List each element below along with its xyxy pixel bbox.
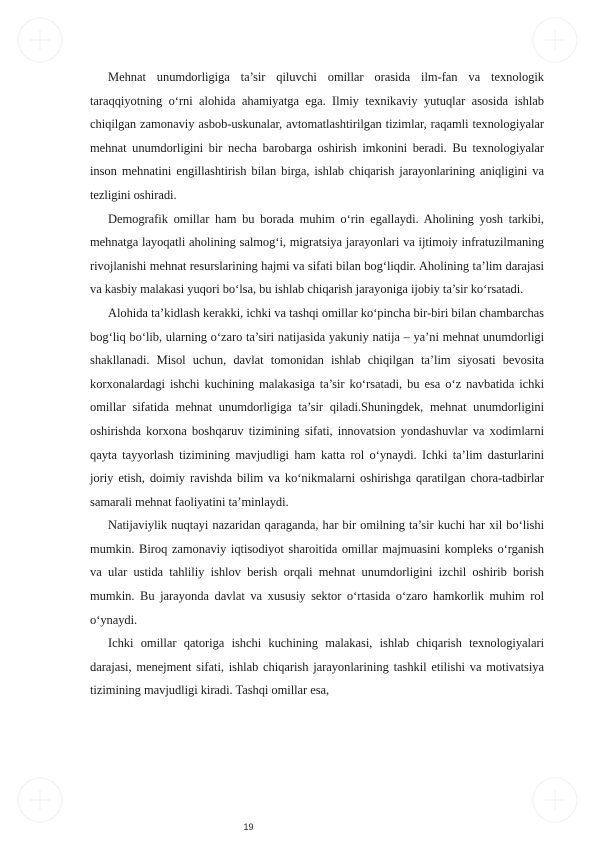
paragraph-demographic-factors: Demografik omillar ham bu borada muhim o‘rin egallaydi. Aholining yosh tarkibi, mehnatga layoqatli aholining salmog‘i, migratsiya jarayonlari va ijtimoiy infratuzilmaning rivojlanishi mehnat resurslarining hajmi va sifati bilan bog‘liqdir. Aholining ta’lim darajasi va kasbiy malakasi yuqori bo‘lsa, bu ishlab chiqarish jarayoniga ijobiy ta’sir ko‘rsatadi. bbox=[90, 211, 544, 297]
paragraph-tech-progress: Mehnat unumdorligiga ta’sir qiluvchi omillar orasida ilm-fan va texnologik taraqqiyotning o‘rni alohida ahamiyatga ega. Ilmiy texnikaviy yutuqlar asosida ishlab chiqilgan zamonaviy asbob-uskunalar, avtomatlashtirilgan tizimlar, raqamli texnologiyalar mehnat unumdorligini bir necha barobarga oshirish imkonini beradi. Bu texnologiyalar inson mehnatini engillashtirish bilan birga, ishlab chiqarish jarayonlarining aniqligini va tezligini oshiradi. bbox=[90, 70, 544, 202]
paragraph-internal-external-factors: Alohida ta’kidlash kerakki, ichki va tashqi omillar ko‘pincha bir-biri bilan chambarchas bog‘liq bo‘lib, ularning o‘zaro ta’siri natijasida yakuniy natija – ya’ni mehnat unumdorligi shakllanadi. Misol uchun, davlat tomonidan ishlab chiqilgan ta’lim siyosati bevosita korxonalardagi ishchi kuchining malakasiga ta’sir ko‘rsatadi, bu esa o‘z navbatida ichki omillar sifatida mehnat unumdorligiga ta’sir qiladi.Shuningdek, mehnat unumdorligini oshirishda korxona boshqaruv tizimining sifati, innovatsion yondashuvlar va xodimlarni qayta tayyorlash tizimining mavjudligi ham katta rol o‘ynaydi. Ichki ta’lim dasturlarini joriy etish, doimiy ravishda bilim va ko‘nikmalarni oshirishga qaratilgan chora-tadbirlar samarali mehnat faoliyatini ta’minlaydi. bbox=[90, 305, 544, 509]
paragraph-effectiveness: Natijaviylik nuqtayi nazaridan qaraganda, har bir omilning ta’sir kuchi har xil bo‘lishi mumkin. Biroq zamonaviy iqtisodiyot sharoitida omillar majmuasini kompleks o‘rganish va ular ustida tahliliy ishlov berish orqali mehnat unumdorligini izchil oshirib borish mumkin. Bu jarayonda davlat va xususiy sektor o‘rtasida o‘zaro hamkorlik muhim rol o‘ynaydi. bbox=[90, 518, 544, 627]
page-number-label: 19 bbox=[243, 822, 254, 832]
paragraph-internal-factors-list: Ichki omillar qatoriga ishchi kuchining malakasi, ishlab chiqarish texnologiyalari darajasi, menejment sifati, ishlab chiqarish jarayonlarining tashkil etilishi va motivatsiya tizimining mavjudligi kiradi. Tashqi omillar esa, bbox=[90, 636, 544, 698]
page-number bbox=[0, 822, 595, 832]
page-body bbox=[90, 66, 544, 703]
